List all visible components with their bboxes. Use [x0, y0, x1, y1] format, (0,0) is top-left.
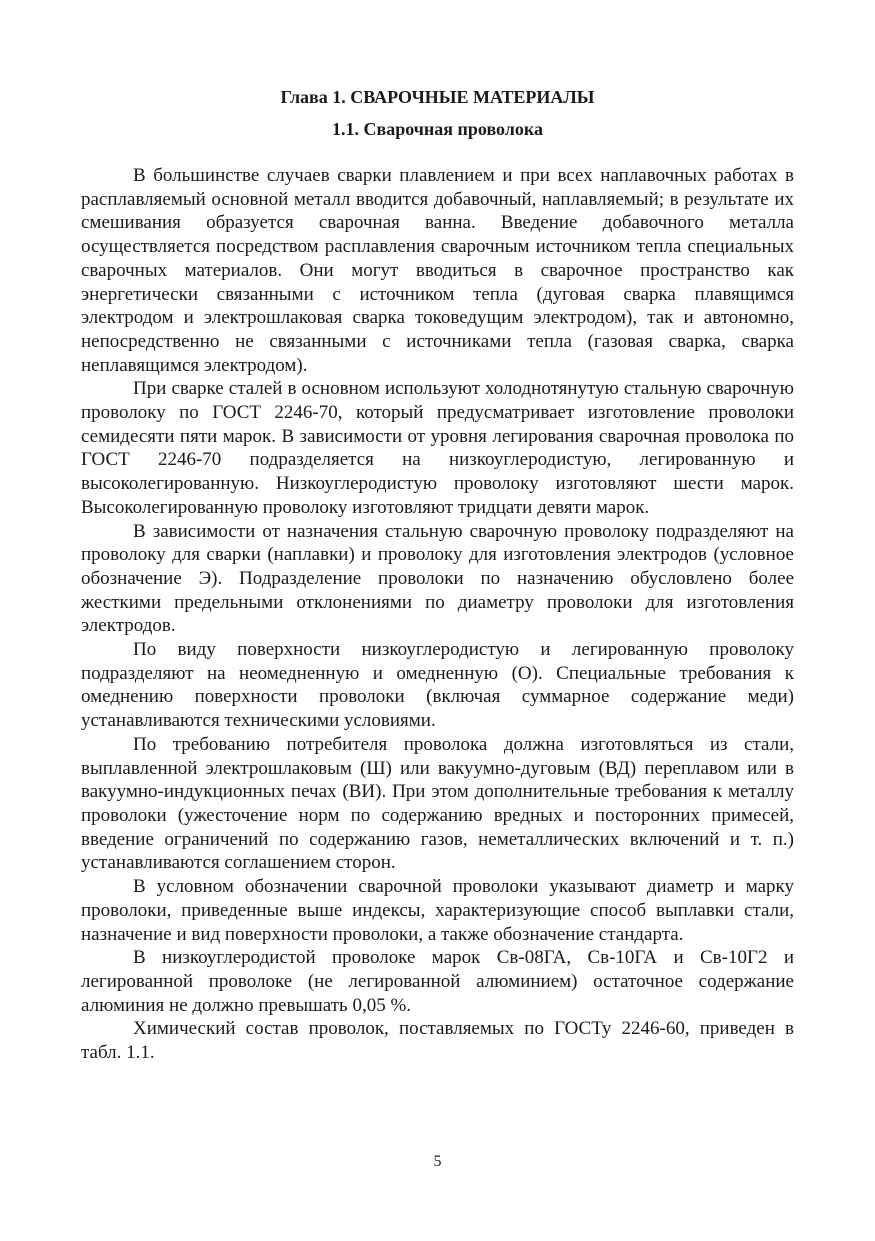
paragraph: В зависимости от назначения стальную сварочную проволоку подразделяют на проволоку для сварки (наплавки) и проволоку для изготовления электродов (условное обозначение Э). Подразделение проволоки по назначению обусловлено более жесткими предельными отклонениями по диаметру проволоки для изготовления электродов. [81, 520, 794, 637]
body-text [81, 164, 794, 1065]
section-title: 1.1. Сварочная проволока [331, 119, 544, 139]
paragraph: В условном обозначении сварочной проволоки указывают диаметр и марку проволоки, приведенные выше индексы, характеризующие способ выплавки стали, назначение и вид поверхности проволоки, а также обозначение стандарта. [81, 876, 794, 945]
paragraph: По виду поверхности низкоуглеродистую и легированную проволоку подразделяют на неомедненную и омедненную (О). Специальные требования к омеднению поверхности проволоки (включая суммарное содержание меди) устанавливаются техническими условиями. [81, 639, 794, 732]
paragraph: В низкоуглеродистой проволоке марок Св-08ГА, Св-10ГА и Св-10Г2 и легированной проволоке (не легированной алюминием) остаточное содержание алюминия не должно превышать 0,05 %. [81, 947, 794, 1016]
paragraph: При сварке сталей в основном используют холоднотянутую стальную сварочную проволоку по ГОСТ 2246-70, который предусматривает изготовление проволоки семидесяти пяти марок. В зависимости от уровня легирования сварочная проволока по ГОСТ 2246-70 подразделяется на низкоуглеродистую, легированную и высоколегированную. Низкоуглеродистую проволоку изготовляют шести марок. Высоколегированную проволоку изготовляют тридцати девяти марок. [81, 378, 794, 518]
paragraph: Химический состав проволок, поставляемых по ГОСТу 2246-60, приведен в табл. 1.1. [81, 1018, 794, 1064]
paragraph: В большинстве случаев сварки плавлением и при всех наплавочных работах в расплавляемый основной металл вводится добавочный, наплавляемый; в результате их смешивания образуется сварочная ванна. Введение добавочного металла осуществляется посредством расплавления сварочным источником тепла специальных сварочных материалов. Они могут вводиться в сварочное пространство как энергетически связанными с источником тепла (дуговая сварка плавящимся электродом и электрошлаковая сварка токоведущим электродом), так и автономно, непосредственно не связанными с источниками тепла (газовая сварка, сварка неплавящимся электродом). [81, 165, 794, 376]
page-number: 5 [433, 1153, 442, 1170]
chapter-title: Глава 1. СВАРОЧНЫЕ МАТЕРИАЛЫ [280, 87, 595, 107]
paragraph: По требованию потребителя проволока должна изготовляться из стали, выплавленной электрошлаковым (Ш) или вакуумно-дуговым (ВД) переплавом или в вакуумно-индукционных печах (ВИ). При этом дополнительные требования к металлу проволоки (ужесточение норм по содержанию вредных и посторонних примесей, введение ограничений по содержанию газов, неметаллических включений и т. п.) устанавливаются соглашением сторон. [81, 733, 794, 874]
